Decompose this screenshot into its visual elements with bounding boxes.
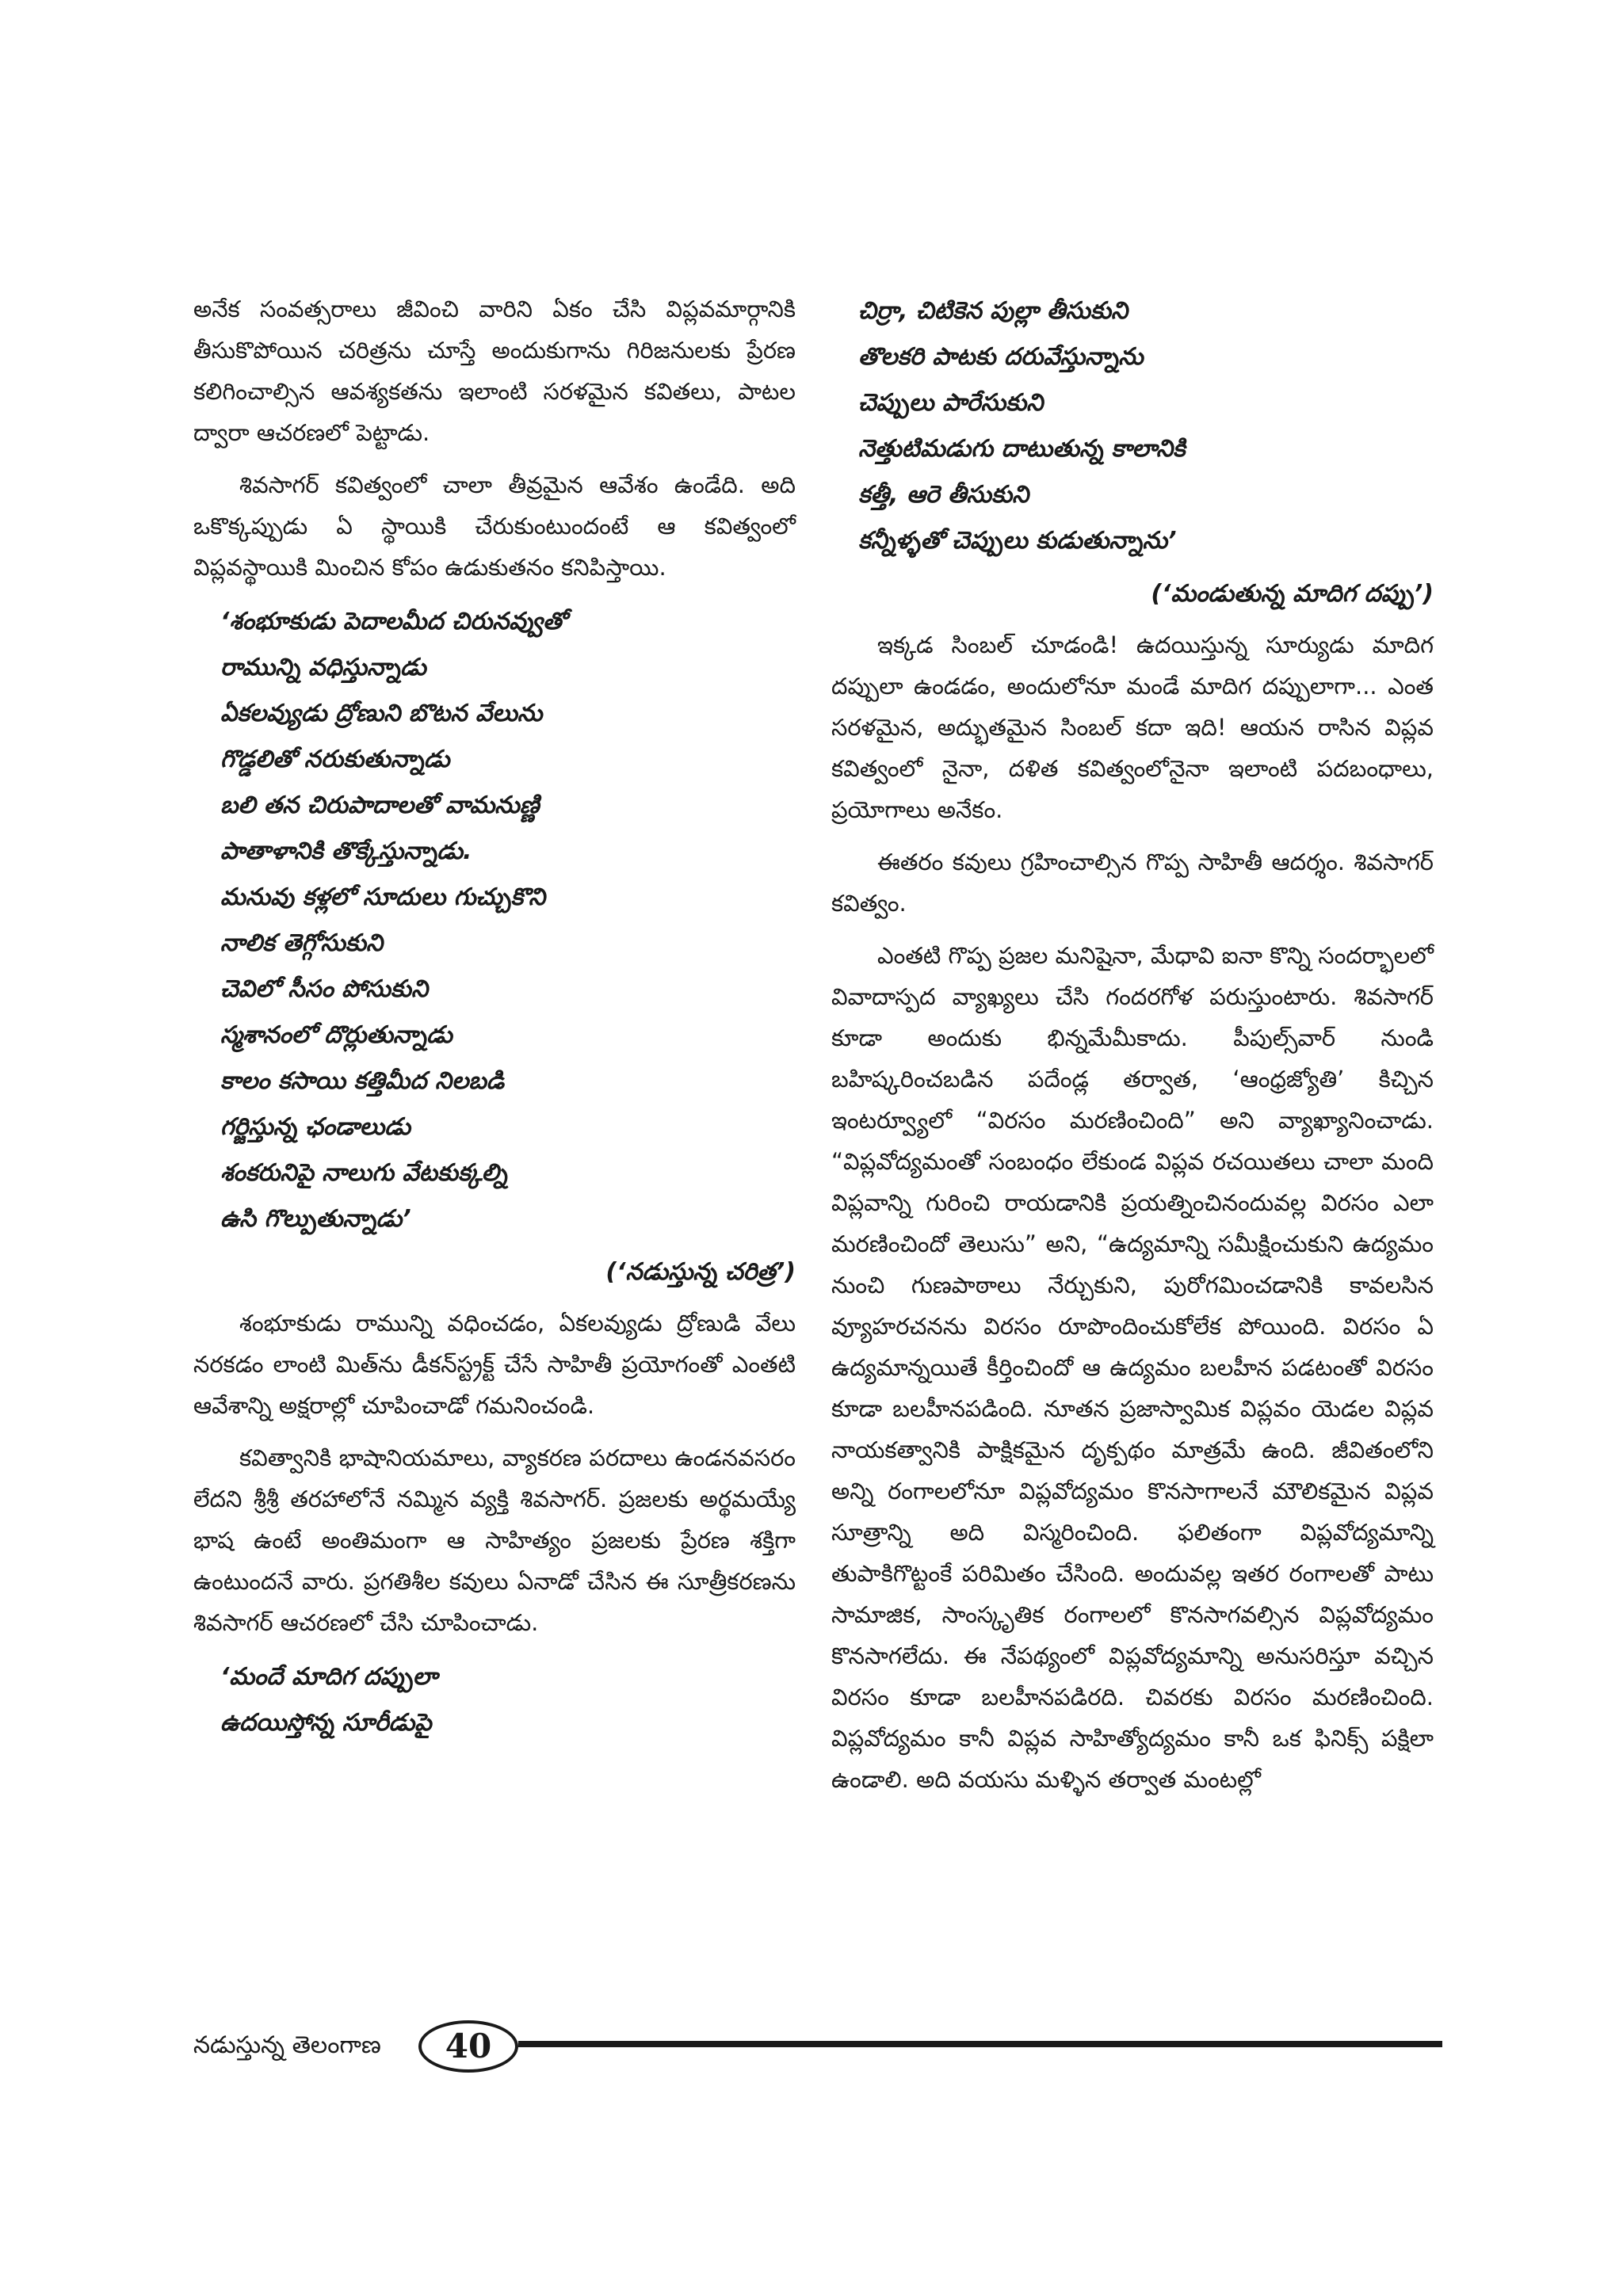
poem-line: ‘శంభూకుడు పెదాలమీద చిరునవ్వుతో bbox=[220, 608, 567, 635]
poem-line: స్మశానంలో దొర్లుతున్నాడు bbox=[220, 1021, 453, 1049]
poem-line: ‘మందే మాదిగ దప్పులా bbox=[220, 1663, 438, 1691]
page-footer bbox=[193, 2019, 1442, 2074]
poem-line: ఏకలవ్యుడు ద్రోణుని బొటన వేలును bbox=[220, 700, 543, 727]
poem-nadustunna-charitra bbox=[193, 599, 796, 1242]
poem-line: శంకరునిపై నాలుగు వేటకుక్కల్ని bbox=[220, 1159, 508, 1187]
poem-line: పాతాళానికి తొక్కేస్తున్నాడు. bbox=[220, 837, 472, 865]
poem-line: గొడ్డలితో నరుకుతున్నాడు bbox=[220, 746, 450, 773]
paragraph: శివసాగర్ కవిత్వంలో చాలా తీవ్రమైన ఆవేశం ఉండేది. అది ఒకొక్కప్పుడు ఏ స్థాయికి చేరుకుంటుందంటే ఆ కవిత్వంలో విప్లవస్థాయికి మించిన కోపం ఉడుకుతనం కనిపిస్తాయి. bbox=[193, 471, 796, 581]
poem-mandutunna-madiga-dappu bbox=[193, 1654, 796, 1746]
poem-line: గర్జిస్తున్న ఛండాలుడు bbox=[220, 1113, 411, 1141]
poem-mandutunna-madiga-dappu-continued bbox=[831, 288, 1434, 564]
left-column bbox=[193, 288, 796, 1754]
poem-line: నెత్తుటిమడుగు దాటుతున్న కాలానికి bbox=[858, 435, 1186, 463]
page-number: 40 bbox=[418, 2020, 518, 2073]
paragraph: కవిత్వానికి భాషానియమాలు, వ్యాకరణ పరదాలు ఉండనవసరం లేదని శ్రీశ్రీ తరహాలోనే నమ్మిన వ్యక్తి శివసాగర్. ప్రజలకు అర్థమయ్యే భాష ఉంటే అంతిమంగా ఆ సాహిత్యం ప్రజలకు ప్రేరణ శక్తిగా ఉంటుందనే వారు. ప్రగతిశీల కవులు ఏనాడో చేసిన ఈ సూత్రీకరణను శివసాగర్ ఆచరణలో చేసి చూపించాడు. bbox=[193, 1444, 796, 1636]
poem-line: ఉదయిస్తోన్న సూరీడుపై bbox=[220, 1709, 432, 1737]
paragraph: ఈతరం కవులు గ్రహించాల్సిన గొప్ప సాహితీ ఆదర్శం. శివసాగర్ కవిత్వం. bbox=[831, 849, 1434, 917]
poem-line: బలి తన చిరుపాదాలతో వామనుణ్ణి bbox=[220, 791, 540, 819]
poem-line: చెప్పులు పారేసుకుని bbox=[858, 389, 1044, 417]
paragraph: ఇక్కడ సింబల్ చూడండి! ఉదయిస్తున్న సూర్యుడు మాదిగ దప్పులా ఉండడం, అందులోనూ మండే మాదిగ దప్పులాగా... ఎంత సరళమైన, అద్భుతమైన సింబల్ కదా ఇది! ఆయన రాసిన విప్లవ కవిత్వంలో నైనా, దళిత కవిత్వంలోనైనా ఇలాంటి పదబంధాలు, ప్రయోగాలు అనేకం. bbox=[831, 631, 1434, 823]
poem-line: తొలకరి పాటకు దరువేస్తున్నాను bbox=[858, 343, 1144, 371]
poem-line: నాలిక తెగ్గోసుకుని bbox=[220, 929, 384, 957]
footer-rule bbox=[518, 2041, 1442, 2047]
poem-line: రామున్ని వధిస్తున్నాడు bbox=[220, 654, 426, 681]
poem-line: చెవిలో సీసం పోసుకుని bbox=[220, 975, 428, 1003]
magazine-title: నడుస్తున్న తెలంగాణ bbox=[193, 2031, 381, 2059]
poem-line: కన్నీళ్ళతో చెప్పులు కుడుతున్నాను’ bbox=[858, 527, 1177, 555]
poem-line: మనువు కళ్లలో సూదులు గుచ్చుకొని bbox=[220, 883, 546, 911]
poem-line: కత్తీ, ఆరె తీసుకుని bbox=[858, 481, 1029, 509]
poem-line: కాలం కసాయి కత్తిమీద నిలబడి bbox=[220, 1067, 505, 1095]
paragraph: శంభూకుడు రామున్ని వధించడం, ఏకలవ్యుడు ద్రోణుడి వేలు నరకడం లాంటి మిత్‌ను డీకన్‌స్ట్రక్ట్ చేసే సాహితీ ప్రయోగంతో ఎంతటి ఆవేశాన్ని అక్షరాల్లో చూపించాడో గమనించండి. bbox=[193, 1310, 796, 1419]
poem-credit: (‘మండుతున్న మాదిగ దప్పు’) bbox=[1151, 580, 1434, 608]
right-column bbox=[831, 288, 1434, 1811]
poem-line: ఉసి గొల్పుతున్నాడు’ bbox=[220, 1205, 411, 1233]
poem-line: చిర్రా, చిటికెన పుల్లా తీసుకుని bbox=[858, 297, 1128, 325]
poem-credit: (‘నడుస్తున్న చరిత్ర’) bbox=[605, 1258, 796, 1286]
paragraph: ఎంతటి గొప్ప ప్రజల మనిషైనా, మేధావి ఐనా కొన్ని సందర్భాలలో వివాదాస్పద వ్యాఖ్యలు చేసి గందరగోళ పరుస్తుంటారు. శివసాగర్ కూడా అందుకు భిన్నమేమీకాదు. పీపుల్స్‌వార్ నుండి బహిష్కరించబడిన పదేండ్ల తర్వాత, ‘ఆంధ్రజ్యోతి’ కిచ్చిన ఇంటర్వ్యూలో “విరసం మరణించింది” అని వ్యాఖ్యానించాడు. “విప్లవోద్యమంతో సంబంధం లేకుండ విప్లవ రచయితలు చాలా మంది విప్లవాన్ని గురించి రాయడానికి ప్రయత్నించినందువల్ల విరసం ఎలా మరణించిందో తెలుసు” అని, “ఉద్యమాన్ని సమీక్షించుకుని ఉద్యమం నుంచి గుణపాఠాలు నేర్చుకుని, పురోగమించడానికి కావలసిన వ్యూహరచనను విరసం రూపొందించుకోలేక పోయింది. విరసం ఏ ఉద్యమాన్నయితే కీర్తించిందో ఆ ఉద్యమం బలహీన పడటంతో విరసం కూడా బలహీనపడింది. నూతన ప్రజాస్వామిక విప్లవం యెడల విప్లవ నాయకత్వానికి పాక్షికమైన దృక్పథం మాత్రమే ఉంది. జీవితంలోని అన్ని రంగాలలోనూ విప్లవోద్యమం కొనసాగాలనే మౌలికమైన విప్లవ సూత్రాన్ని అది విస్మరించింది. ఫలితంగా విప్లవోద్యమాన్ని తుపాకిగొట్టంకే పరిమితం చేసింది. అందువల్ల ఇతర రంగాలతో పాటు సామాజిక, సాంస్కృతిక రంగాలలో కొనసాగవల్సిన విప్లవోద్యమం కొనసాగలేదు. ఈ నేపథ్యంలో విప్లవోద్యమాన్ని అనుసరిస్తూ వచ్చిన విరసం కూడా బలహీనపడిరది. చివరకు విరసం మరణించింది. విప్లవోద్యమం కానీ విప్లవ సాహిత్యోద్యమం కానీ ఒక ఫినిక్స్ పక్షిలా ఉండాలి. అది వయసు మళ్ళిన తర్వాత మంటల్లో bbox=[831, 942, 1434, 1793]
paragraph: అనేక సంవత్సరాలు జీవించి వారిని ఏకం చేసి విప్లవమార్గానికి తీసుకొపోయిన చరిత్రను చూస్తే అందుకుగాను గిరిజనులకు ప్రేరణ కలిగించాల్సిన ఆవశ్యకతను ఇలాంటి సరళమైన కవితలు, పాటల ద్వారా ఆచరణలో పెట్టాడు. bbox=[193, 296, 796, 446]
